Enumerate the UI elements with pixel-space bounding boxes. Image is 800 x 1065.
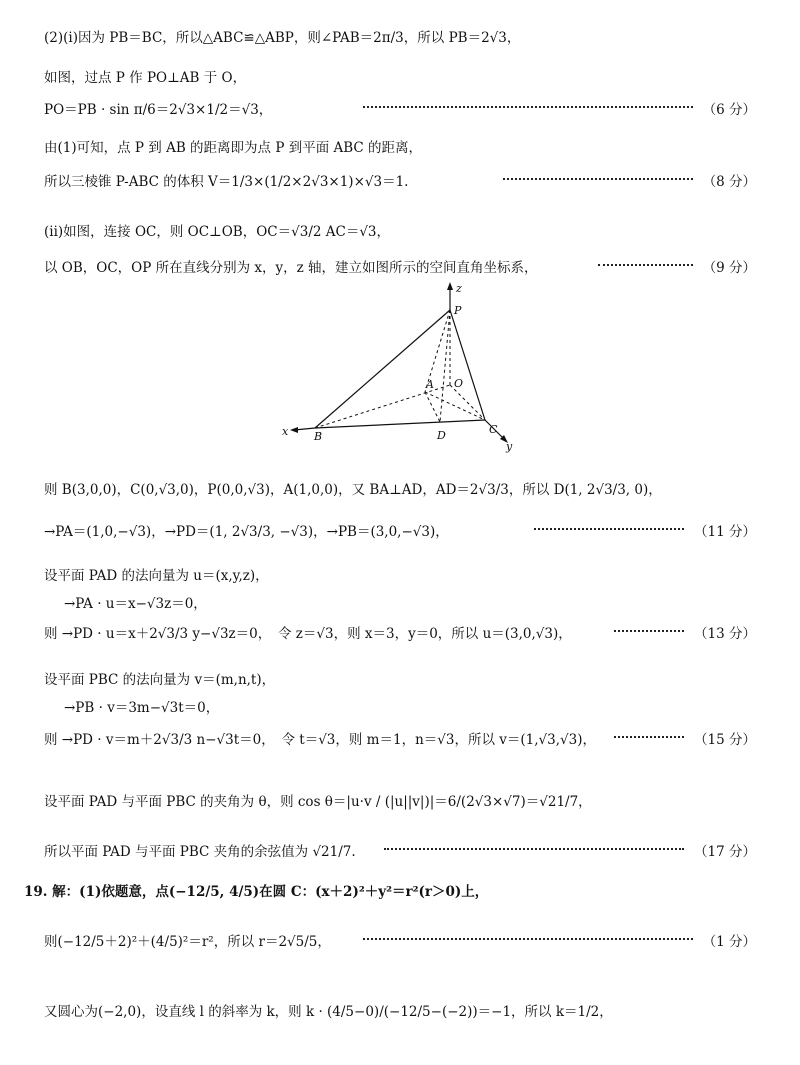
score-mark: （17 分）	[384, 842, 756, 862]
score-mark: （8 分）	[503, 172, 756, 192]
solution-line	[44, 566, 756, 586]
score-mark: （6 分）	[363, 100, 756, 120]
label-O: O	[454, 377, 464, 390]
line-text: 则(−12/5＋2)²＋(4/5)²＝r²，所以 r＝2√5/5，	[44, 934, 331, 950]
score-mark: （15 分）	[614, 730, 756, 750]
line-text: 又圆心为(−2,0)，设直线 l 的斜率为 k，则 k · (4/5−0)/(−12/5−(−2))＝−1，所以 k＝1/2，	[44, 1004, 613, 1020]
solution-line	[44, 624, 756, 644]
solution-line	[44, 68, 756, 88]
solution-line	[44, 258, 756, 278]
label-C: C	[489, 423, 498, 436]
solution-line	[44, 222, 756, 242]
score-mark: （13 分）	[614, 624, 756, 644]
line-text: 由(1)可知，点 P 到 AB 的距离即为点 P 到平面 ABC 的距离，	[44, 140, 423, 156]
line-text: 所以平面 PAD 与平面 PBC 夹角的余弦值为 √21/7.	[44, 844, 356, 860]
solution-line	[64, 698, 756, 718]
solution-line	[44, 932, 756, 952]
line-text: 19. 解：(1)依题意，点(−12/5, 4/5)在圆 C：(x＋2)²＋y²＝r²(r＞0)上，	[24, 884, 489, 900]
line-text: (2)(i)因为 PB＝BC，所以△ABC≌△ABP，则∠PAB＝2π/3，所以 PB＝2√3，	[44, 30, 521, 46]
solution-line	[44, 100, 756, 120]
line-text: 设平面 PAD 与平面 PBC 的夹角为 θ，则 cos θ＝|u·v / (|u||v|)|＝6/(2√3×√7)＝√21/7，	[44, 794, 592, 810]
line-text: 则 B(3,0,0)，C(0,√3,0)，P(0,0,√3)，A(1,0,0)，又 BA⊥AD，AD＝2√3/3，所以 D(1, 2√3/3, 0)，	[44, 482, 662, 498]
line-text: 设平面 PBC 的法向量为 v＝(m,n,t)，	[44, 672, 276, 688]
edge-PC	[450, 310, 485, 420]
solution-line	[44, 1002, 756, 1022]
solution-line	[24, 882, 756, 902]
line-text: 如图，过点 P 作 PO⊥AB 于 O，	[44, 70, 247, 86]
line-text: 设平面 PAD 的法向量为 u＝(x,y,z)，	[44, 568, 269, 584]
line-text: →PB · v＝3m−√3t＝0，	[64, 700, 220, 716]
line-text: PO＝PB · sin π/6＝2√3×1/2＝√3，	[44, 102, 273, 118]
coordinate-diagram	[280, 280, 530, 455]
line-text: 则 →PD · v＝m＋2√3/3 n−√3t＝0， 令 t＝√3，则 m＝1，n＝√3，所以 v＝(1,√3,√3)，	[44, 732, 596, 748]
score-mark: （11 分）	[534, 522, 756, 542]
solution-line	[44, 670, 756, 690]
label-y: y	[506, 440, 513, 453]
label-B: B	[314, 430, 323, 443]
line-text: →PA＝(1,0,−√3)，→PD＝(1, 2√3/3, −√3)，→PB＝(3,0,−√3)，	[44, 524, 449, 540]
solution-line	[44, 172, 756, 192]
score-mark: （9 分）	[598, 258, 756, 278]
solution-line	[44, 730, 756, 750]
label-D: D	[437, 429, 446, 442]
label-z: z	[456, 282, 462, 295]
solution-line	[44, 480, 756, 500]
score-mark: （1 分）	[363, 932, 756, 952]
solution-line	[64, 594, 756, 614]
solution-line	[44, 138, 756, 158]
solution-line	[44, 842, 756, 862]
edge-BC	[315, 420, 485, 428]
edge-PB	[315, 310, 450, 428]
solution-line	[44, 522, 756, 542]
solution-line	[44, 28, 756, 48]
label-x: x	[282, 425, 289, 438]
line-text: 以 OB，OC，OP 所在直线分别为 x，y，z 轴，建立如图所示的空间直角坐标系，	[44, 260, 538, 276]
label-P: P	[454, 304, 462, 317]
line-text: 则 →PD · u＝x＋2√3/3 y−√3z＝0， 令 z＝√3，则 x＝3，y＝0，所以 u＝(3,0,√3)，	[44, 626, 572, 642]
label-A: A	[426, 378, 434, 391]
solution-line	[44, 792, 756, 812]
line-text: →PA · u＝x−√3z＝0，	[64, 596, 207, 612]
line-text: (ii)如图，连接 OC，则 OC⊥OB，OC＝√3/2 AC＝√3，	[44, 224, 391, 240]
line-text: 所以三棱锥 P-ABC 的体积 V＝1/3×(1/2×2√3×1)×√3＝1.	[44, 174, 409, 190]
